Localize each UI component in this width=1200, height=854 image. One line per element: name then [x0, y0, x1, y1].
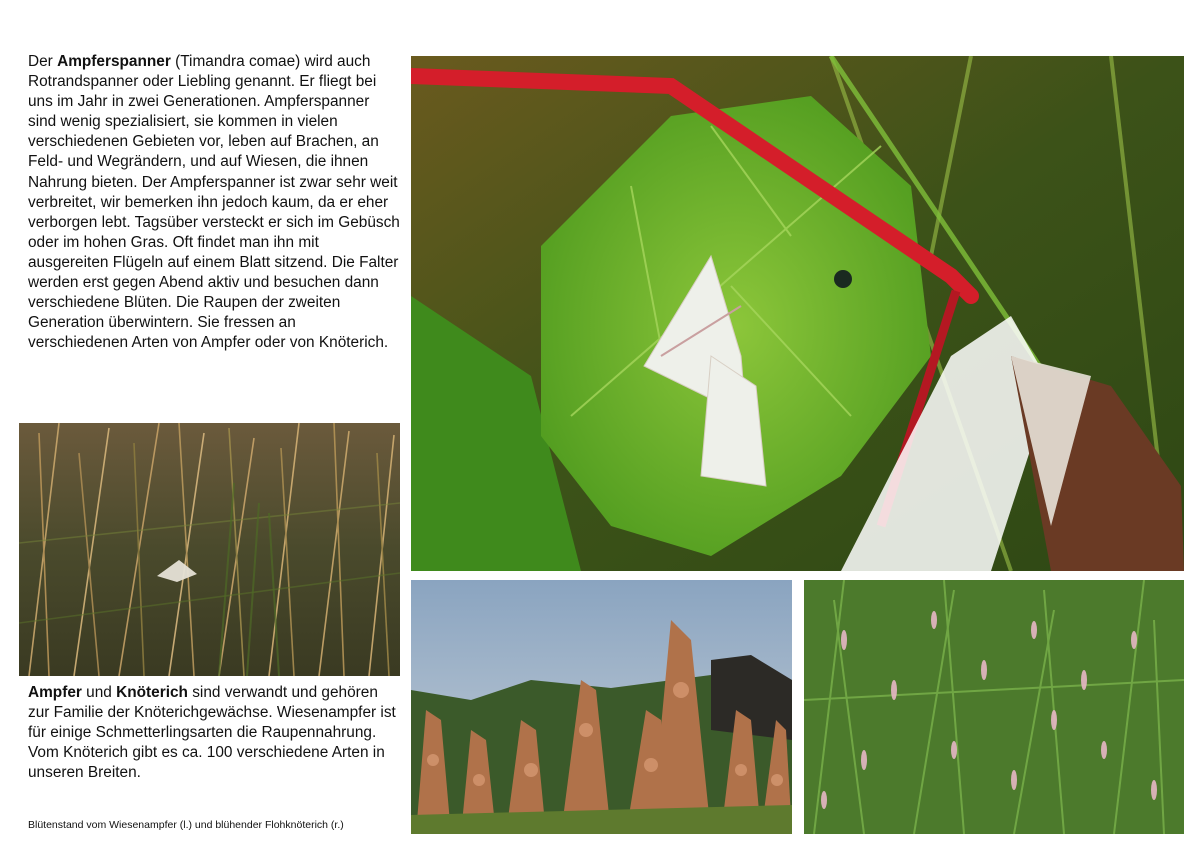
family-conjunction: und	[81, 684, 117, 701]
photo-moth-on-leaf	[411, 56, 1184, 571]
family-bold-knoeterich: Knöterich	[116, 684, 188, 701]
photo-sorrel-flowers	[411, 580, 792, 834]
family-body: sind verwandt und gehören zur Familie der Knöterichgewächse. Wiesenampfer ist für einige Schmetterlingsarten die Raupennahrung. Vom Knöterich gibt es ca. 100 verschiedene Arten in unseren Breiten.	[28, 684, 396, 782]
intro-text	[28, 52, 400, 353]
intro-bold-title: Ampferspanner	[57, 53, 171, 70]
photo-moth-in-grass	[19, 423, 400, 676]
family-paragraph	[28, 683, 400, 783]
intro-prefix: Der	[28, 53, 58, 70]
photo-knotweed-meadow	[804, 580, 1184, 834]
photo-caption: Blütenstand vom Wiesenampfer (l.) und blühender Flohknöterich (r.)	[28, 819, 344, 831]
intro-body: (Timandra comae) wird auch Rotrandspanner oder Liebling genannt. Er fliegt bei uns im Jahr in zwei Generationen. Ampferspanner sind wenig spezialisiert, sie kommen in vielen verschiedenen Gebieten vor, leben auf Brachen, an Feld- und Wegrändern, und auf Wiesen, die ihnen Nahrung bieten. Der Ampferspanner ist zwar sehr weit verbreitet, wir bemerken ihn jedoch kaum, da er eher verborgen lebt. Tagsüber versteckt er sich im Gebüsch oder im hohen Gras. Oft findet man ihn mit ausgereiten Flügeln auf einem Blatt sitzend. Die Falter werden erst gegen Abend aktiv und besuchen dann verschiedene Blüten. Die Raupen der zweiten Generation überwintern. Sie fressen an verschiedenen Arten von Ampfer oder von Knöterich.	[28, 53, 400, 352]
intro-paragraph	[28, 52, 400, 353]
family-bold-ampfer: Ampfer	[28, 684, 82, 701]
family-text	[28, 683, 400, 783]
